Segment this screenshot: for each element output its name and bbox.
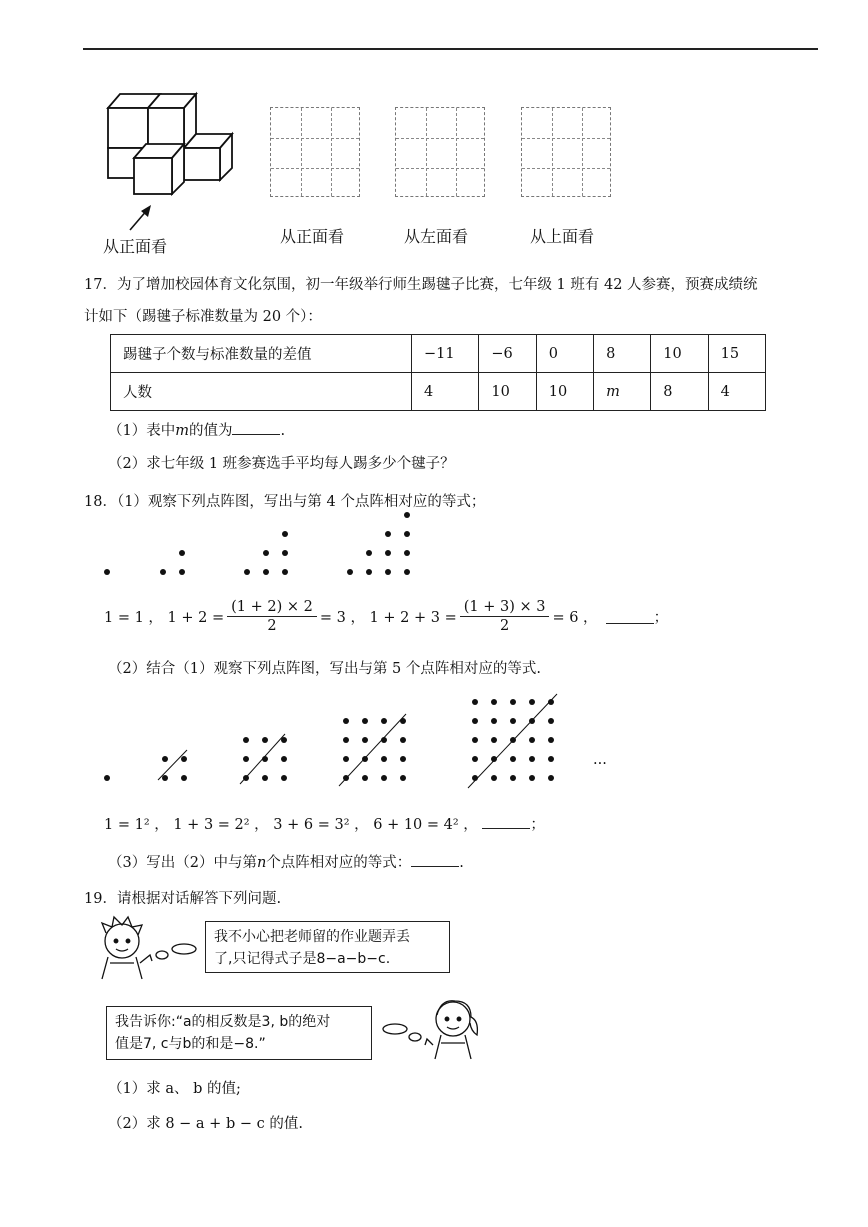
table-cell: −11	[411, 335, 478, 373]
q18-sub3	[108, 851, 464, 872]
answer-blank[interactable]	[482, 814, 530, 829]
speech-bubble-girl	[106, 1006, 372, 1060]
answer-blank[interactable]	[232, 420, 280, 435]
girl-character-icon	[375, 995, 485, 1061]
table-row	[111, 373, 766, 411]
top-view-grid[interactable]	[521, 107, 611, 197]
table-cell: 人数	[111, 373, 412, 411]
q17-sub2: （2）求七年级 1 班参赛选手平均每人踢多少个毽子？	[108, 456, 455, 472]
q17-sub1-prefix: （1）表中	[108, 423, 176, 439]
variable-m: m	[175, 423, 189, 439]
q17-text-line2: 计如下（踢毽子标准数量为 20 个）：	[84, 309, 322, 325]
eq1-part-a: 1 = 1 ， 1 + 2 =	[104, 609, 225, 626]
bubble-girl-line2: 值是7, c与b的和是−8.”	[115, 1036, 266, 1052]
fraction-2	[460, 599, 550, 634]
table-cell: −6	[479, 335, 536, 373]
fraction-1-denominator: 2	[267, 617, 277, 634]
eq2-text: 1 = 1² ， 1 + 3 = 2² ， 3 + 6 = 3² ， 6 + 10 = 4² ，	[104, 817, 478, 833]
eq1-part-c: = 6 ，	[552, 609, 598, 626]
fraction-1-numerator: (1 + 2) × 2	[227, 599, 317, 617]
q19-sub1: （1）求 a、 b 的值;	[108, 1081, 241, 1097]
front-view-label: 从正面看	[103, 237, 168, 256]
q17-text-line1: 17．为了增加校园体育文化氛围，初一年级举行师生踢毽子比赛，七年级 1 班有 42 人参赛，预赛成绩统	[84, 277, 758, 293]
grid-label-left: 从左面看	[404, 227, 469, 246]
score-table	[110, 334, 766, 411]
eq1-part-b: = 3 ， 1 + 2 + 3 =	[319, 609, 457, 626]
q18-sub3-prefix: （3）写出（2）中与第	[108, 855, 257, 871]
square-dot-patterns	[95, 690, 575, 790]
view-direction-arrow	[126, 203, 156, 233]
q18-sub3-end: .	[459, 855, 464, 871]
fraction-2-denominator: 2	[499, 617, 510, 634]
table-cell: 10	[479, 373, 536, 411]
table-cell: m	[594, 373, 651, 411]
table-cell: 踢毽子个数与标准数量的差值	[111, 335, 412, 373]
table-row	[111, 335, 766, 373]
q17-sub1-suffix: 的值为	[188, 423, 233, 439]
boy-character-icon	[96, 915, 206, 981]
header-rule	[83, 48, 818, 50]
speech-bubble-boy	[205, 921, 450, 973]
q17-sub1	[108, 419, 285, 440]
q18-eq1	[104, 594, 668, 638]
table-cell: 4	[411, 373, 478, 411]
q18-sub3-suffix: 个点阵相对应的等式：	[266, 855, 412, 871]
answer-blank[interactable]	[606, 609, 654, 624]
table-cell: 10	[536, 373, 593, 411]
cube-stack-figure	[100, 88, 240, 198]
q19-sub2: （2）求 8 − a + b − c 的值.	[108, 1116, 303, 1132]
bubble-boy-line1: 我不小心把老师留的作业题弄丢	[214, 929, 410, 945]
eq2-end: ；	[530, 817, 545, 833]
grid-label-front: 从正面看	[280, 227, 345, 246]
bubble-girl-line1: 我告诉你:“a的相反数是3, b的绝对	[115, 1014, 331, 1030]
q19-intro: 19．请根据对话解答下列问题.	[84, 891, 282, 907]
pattern-ellipsis: ...	[593, 752, 607, 768]
q18-intro: 18．（1）观察下列点阵图，写出与第 4 个点阵相对应的等式；	[84, 494, 486, 510]
fraction-2-numerator: (1 + 3) × 3	[460, 599, 550, 617]
eq1-end: ；	[653, 609, 669, 626]
table-cell: 4	[708, 373, 765, 411]
table-cell: 15	[708, 335, 765, 373]
table-cell: 8	[594, 335, 651, 373]
table-cell: 0	[536, 335, 593, 373]
q17-sub1-end: .	[280, 423, 286, 439]
table-cell: 10	[651, 335, 708, 373]
left-view-grid[interactable]	[395, 107, 485, 197]
answer-blank[interactable]	[411, 852, 459, 867]
bubble-boy-line2: 了,只记得式子是8−a−b−c.	[214, 951, 391, 967]
table-cell: 8	[651, 373, 708, 411]
triangle-dot-patterns	[95, 505, 425, 585]
grid-label-top: 从上面看	[530, 227, 595, 246]
fraction-1	[227, 599, 317, 634]
q18-sub2: （2）结合（1）观察下列点阵图，写出与第 5 个点阵相对应的等式.	[108, 661, 542, 677]
variable-n: n	[256, 855, 267, 871]
q18-eq2	[104, 813, 545, 834]
front-view-grid[interactable]	[270, 107, 360, 197]
